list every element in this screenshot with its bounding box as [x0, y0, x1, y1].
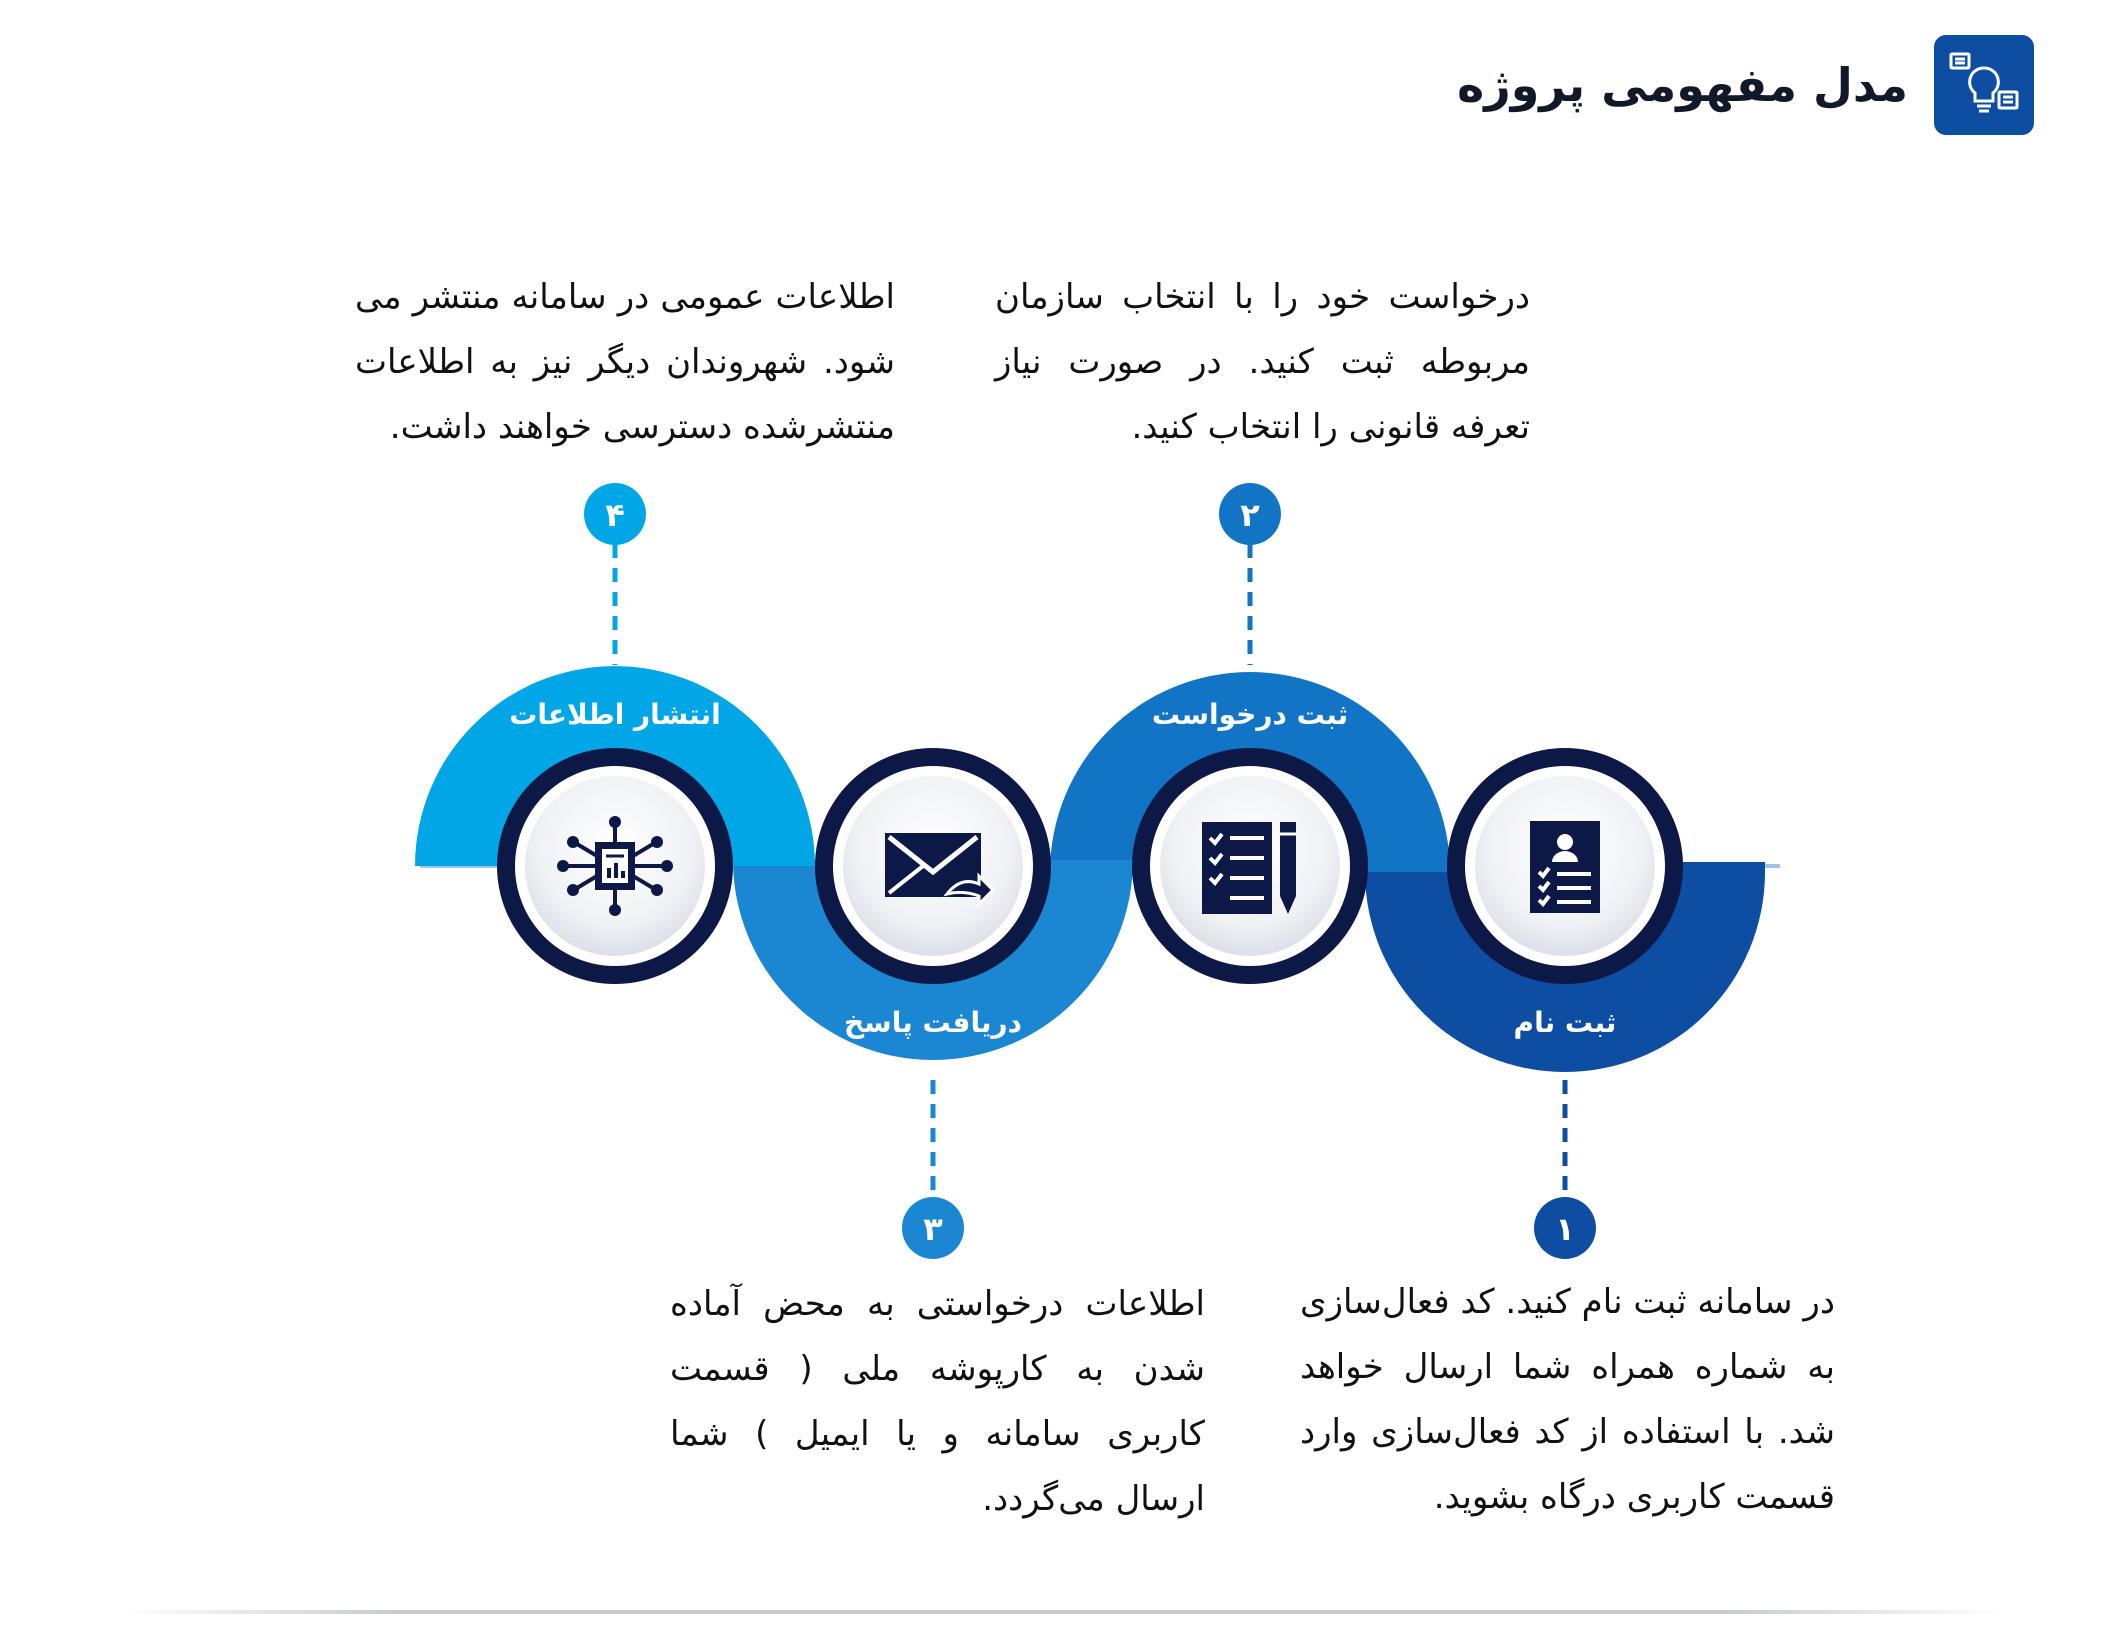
step-label-1: ثبت نام: [1513, 1006, 1617, 1039]
step-description-2: درخواست خود را با انتخاب سازمان مربوطه ثبت کنید. در صورت نیاز تعرفه قانونی را انتخاب کنید.: [995, 277, 1530, 447]
registration-form-icon: [1530, 821, 1600, 913]
number-badge-3: [902, 1197, 964, 1259]
step-number-3: ۳: [923, 1210, 943, 1248]
number-badge-1: [1534, 1197, 1596, 1259]
checklist-pencil-icon: [1202, 822, 1296, 914]
step-label-4: انتشار اطلاعات: [509, 698, 721, 731]
number-badge-4: [584, 483, 646, 545]
step-label-2: ثبت درخواست: [1151, 698, 1349, 731]
mail-reply-icon: [885, 833, 993, 904]
number-badge-2: [1219, 483, 1281, 545]
step-description-3: اطلاعات درخواستی به محض آماده شدن به کارپوشه ملی ( قسمت کاربری سامانه و یا ایمیل ) شما ارسال می‌گردد.: [670, 1284, 1205, 1519]
step-description-4: اطلاعات عمومی در سامانه منتشر می شود. شهروندان دیگر نیز به اطلاعات منتشرشده دسترسی خواهند داشت.: [355, 277, 895, 447]
step-label-3: دریافت پاسخ: [844, 1006, 1022, 1039]
step-description-1: در سامانه ثبت نام کنید. کد فعال‌سازی به شماره همراه شما ارسال خواهد شد. با استفاده از کد فعال‌سازی وارد قسمت کاربری درگاه بشوید.: [1300, 1282, 1835, 1517]
step-number-2: ۲: [1240, 496, 1260, 534]
footer-divider: [120, 1610, 2004, 1614]
page-title: مدل مفهومی پروژه: [1457, 58, 1908, 112]
step-number-1: ۱: [1555, 1210, 1575, 1248]
step-number-4: ۴: [605, 496, 625, 534]
